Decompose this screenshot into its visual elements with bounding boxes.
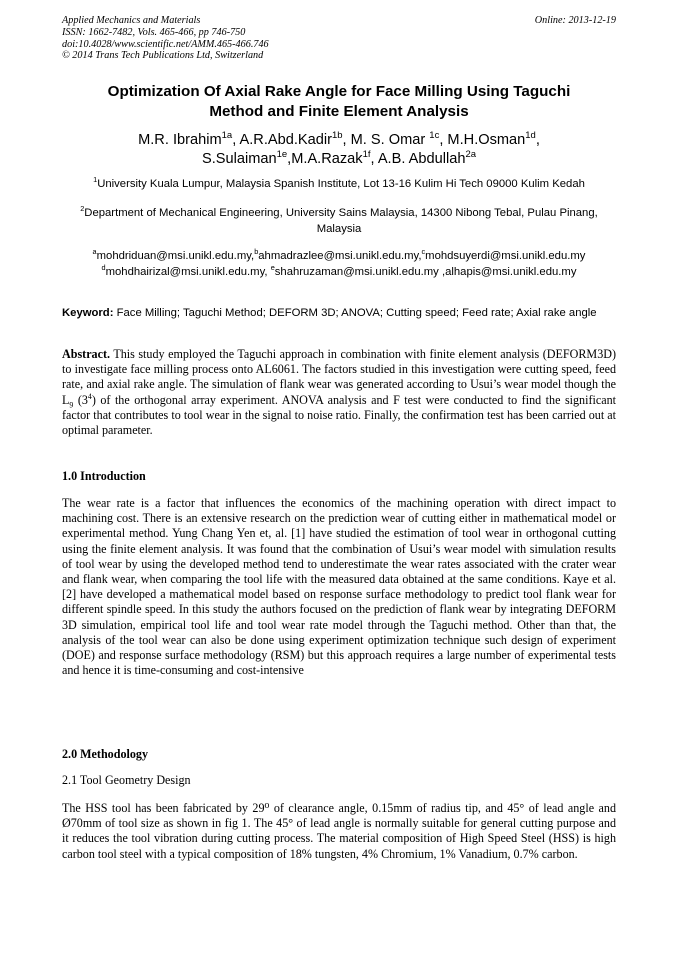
abstract-label: Abstract. (62, 347, 111, 361)
issn-line: ISSN: 1662-7482, Vols. 465-466, pp 746-750 (62, 26, 246, 38)
journal-name: Applied Mechanics and Materials (62, 15, 201, 26)
email-mark: c (421, 247, 426, 257)
keywords (62, 306, 616, 321)
online-date: Online: 2013-12-19 (534, 15, 616, 26)
introduction-paragraph: The wear rate is a factor that influences the economics of the machining operation with direct impact to machining cost. There is an extensive research on the prediction wear of cutting either in mathematical model or experimental method. Yung Chang Yen et, al. [1] have studied the estimation of tool wear in orthogonal cutting using the finite element analysis. It was found that the combination of Usui’s wear model with simulation results of tool wear by using the developed method tend to underestimate the wear rates associated with the crater wear and flank wear, when comparing the tool life with the measured data obtained at the same conditions. Kaye et al. [2] have developed a mathematical model based on response surface methodology to predict tool flank wear for different spindle speed. In this study the authors focused on the prediction of flank wear by integrating DEFORM 3D simulation, empirical tool life and tool wear rate model through the Taguchi method. Other than that, the analysis of the tool wear can also be done using experiment optimization technique such design of experiment (DOE) and response surface methodology (RSM) but this approach requires a large number of experimental tests and hence it is time-consuming and cost-intensive (62, 496, 616, 678)
author-affil-mark: 1c (429, 130, 440, 142)
doi-line: doi:10.4028/www.scientific.net/AMM.465-466.746 (62, 38, 269, 50)
keyword-text: Face Milling; Taguchi Method; DEFORM 3D; ANOVA; Cutting speed; Feed rate; Axial rake angle (113, 307, 597, 319)
abstract-subscript: 9 (69, 400, 74, 410)
email-line-1 (62, 249, 616, 265)
author-affil-mark: 1d (525, 130, 536, 142)
author-separator: , (535, 132, 540, 148)
tool-geometry-paragraph: The HSS tool has been fabricated by 29⁰ of clearance angle, 0.15mm of radius tip, and 45° of lead angle and Ø70mm of tool size as shown in fig 1. The 45° of lead angle is normally suitable for general cutting purpose and it reduces the tool vibration during cutting process. The material composition of High Speed Steel (HSS) is high carbon tool steel with a typical composition of 18% tungsten, 4% Chromium, 1% Vanadium, 0.7% carbon. (62, 801, 616, 861)
affiliation-2 (62, 206, 616, 237)
author-name: , A.B. Abdullah (370, 151, 466, 167)
email-mark: d (101, 262, 106, 272)
email-line-2 (62, 262, 616, 281)
journal-header (62, 15, 616, 62)
author-name: , A.R.Abd.Kadir (232, 132, 332, 148)
author-name: M.R. Ibrahim (138, 132, 222, 148)
email-mark: e (270, 262, 275, 272)
author-affil-mark: 1a (221, 130, 233, 142)
affiliation-text: Department of Mechanical Engineering, University Sains Malaysia, 14300 Nibong Tebal, Pulau Pinang, Malaysia (84, 207, 598, 235)
title-line-2: Method and Finite Element Analysis (209, 103, 469, 120)
affiliation-1 (62, 177, 616, 193)
paper-title (62, 82, 616, 122)
abstract-text: This study employed the Taguchi approach in combination with finite element analysis (DEFORM3D) to investigate face milling process onto AL6061. The factors studied in this investigation were cutting speed, feed rate, and axial rake angle. The simulation of flank wear was generated according to Usui’s wear model though the L (62, 347, 616, 407)
author-name: , M.H.Osman (439, 132, 526, 148)
author-name: S.Sulaiman (201, 151, 277, 167)
affiliation-mark: 2 (80, 204, 85, 214)
author-affil-mark: 1f (362, 149, 371, 161)
author-name: , M. S. Omar (342, 132, 430, 148)
copyright-line: © 2014 Trans Tech Publications Ltd, Switzerland (62, 50, 264, 62)
section-heading-introduction: 1.0 Introduction (62, 469, 146, 483)
email-address: mohdhairizal@msi.unikl.edu.my, (105, 265, 271, 278)
author-line-1 (62, 131, 616, 150)
affiliation-text: University Kuala Lumpur, Malaysia Spanish Institute, Lot 13-16 Kulim Hi Tech 09000 Kulim Kedah (97, 178, 585, 190)
affiliation-mark: 1 (93, 175, 98, 185)
author-affil-mark: 2a (465, 149, 477, 161)
email-list (62, 249, 616, 280)
subsection-heading-tool-geometry: 2.1 Tool Geometry Design (62, 773, 191, 787)
author-line-2 (62, 150, 616, 169)
author-list (62, 131, 616, 169)
abstract-superscript: 4 (87, 391, 92, 401)
abstract (62, 347, 616, 438)
keyword-label: Keyword: (62, 307, 114, 319)
abstract-text: ) of the orthogonal array experiment. ANOVA analysis and F test were conducted to find the significant factor that contributes to tool wear in the signal to noise ratio. Finally, the confirmation test has been carried out at optimal parameter. (62, 392, 616, 438)
author-name: ,M.A.Razak (287, 151, 363, 167)
email-address: ahmadrazlee@msi.unikl.edu.my, (258, 250, 422, 262)
email-mark: a (92, 247, 97, 257)
email-address: mohdsuyerdi@msi.unikl.edu.my (425, 250, 586, 262)
author-affil-mark: 1e (276, 149, 288, 161)
section-heading-methodology: 2.0 Methodology (62, 747, 148, 761)
author-affil-mark: 1b (331, 130, 343, 142)
email-address: mohdriduan@msi.unikl.edu.my, (96, 250, 255, 262)
abstract-text: (3 (73, 392, 88, 407)
email-mark: b (254, 247, 259, 257)
title-line-1: Optimization Of Axial Rake Angle for Face Milling Using Taguchi (107, 83, 571, 100)
email-address: shahruzaman@msi.unikl.edu.my ,alhapis@msi.unikl.edu.my (274, 265, 577, 278)
